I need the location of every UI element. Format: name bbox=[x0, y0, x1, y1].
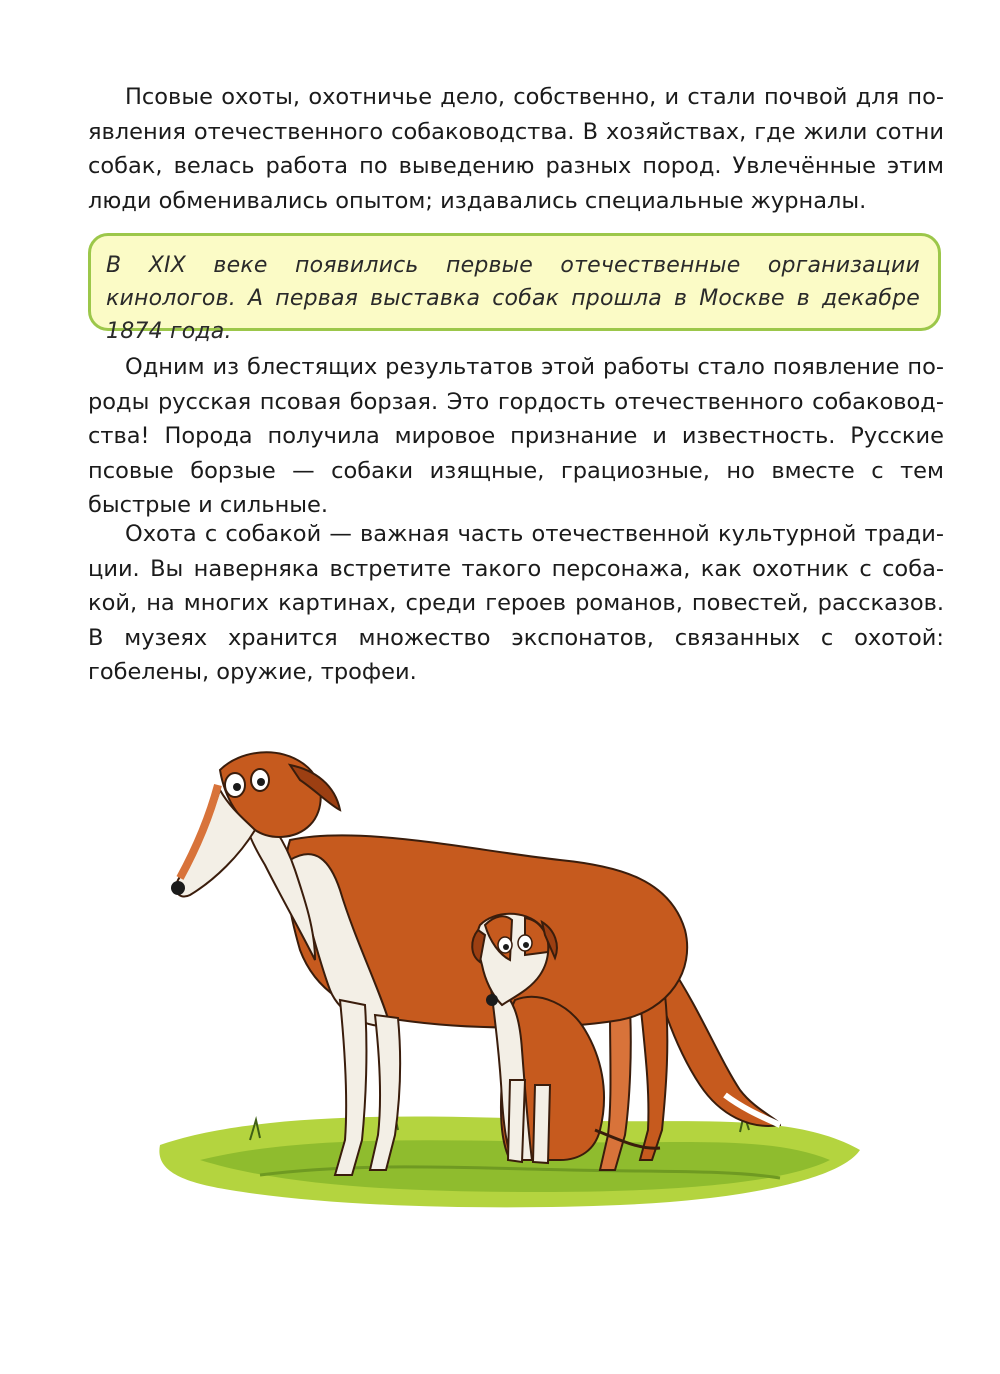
paragraph-2 bbox=[88, 350, 944, 523]
fact-note-box bbox=[88, 233, 941, 344]
paragraph-2-text: Одним из блестящих результатов этой работы стало появление породы русская псовая борзая. Это гордость отечественного собаководства! Порода получила мировое признание и известность. Русские псовые борзые — собаки изящные, грациозные, но вместе с тем быстрые и сильные. bbox=[88, 354, 944, 518]
borzoi-dogs-illustration bbox=[140, 730, 940, 1330]
paragraph-3-text: Охота с собакой — важная часть отечественной культурной традиции. Вы наверняка встретите такого персонажа, как охотник с собакой, на многих картинах, среди героев романов, повестей, рассказов. В музеях хранится множество экспонатов, связанных с охотой: гобелены, оружие, трофеи. bbox=[88, 521, 944, 685]
paragraph-1 bbox=[88, 80, 944, 218]
big-borzoi bbox=[171, 752, 780, 1175]
fact-note-text: В XIX веке появились первые отечественные организации кинологов. А первая выставка собак прошла в Москве в декабре 1874 года. bbox=[106, 253, 920, 344]
paragraph-3 bbox=[88, 517, 944, 690]
paragraph-1-text: Псовые охоты, охотничье дело, собственно, и стали почвой для появления отечественного собаководства. В хозяйствах, где жили сотни собак, велась работа по выведению разных пород. Увлечённые этим люди обменивались опытом; издавались специальные журналы. bbox=[88, 84, 944, 214]
